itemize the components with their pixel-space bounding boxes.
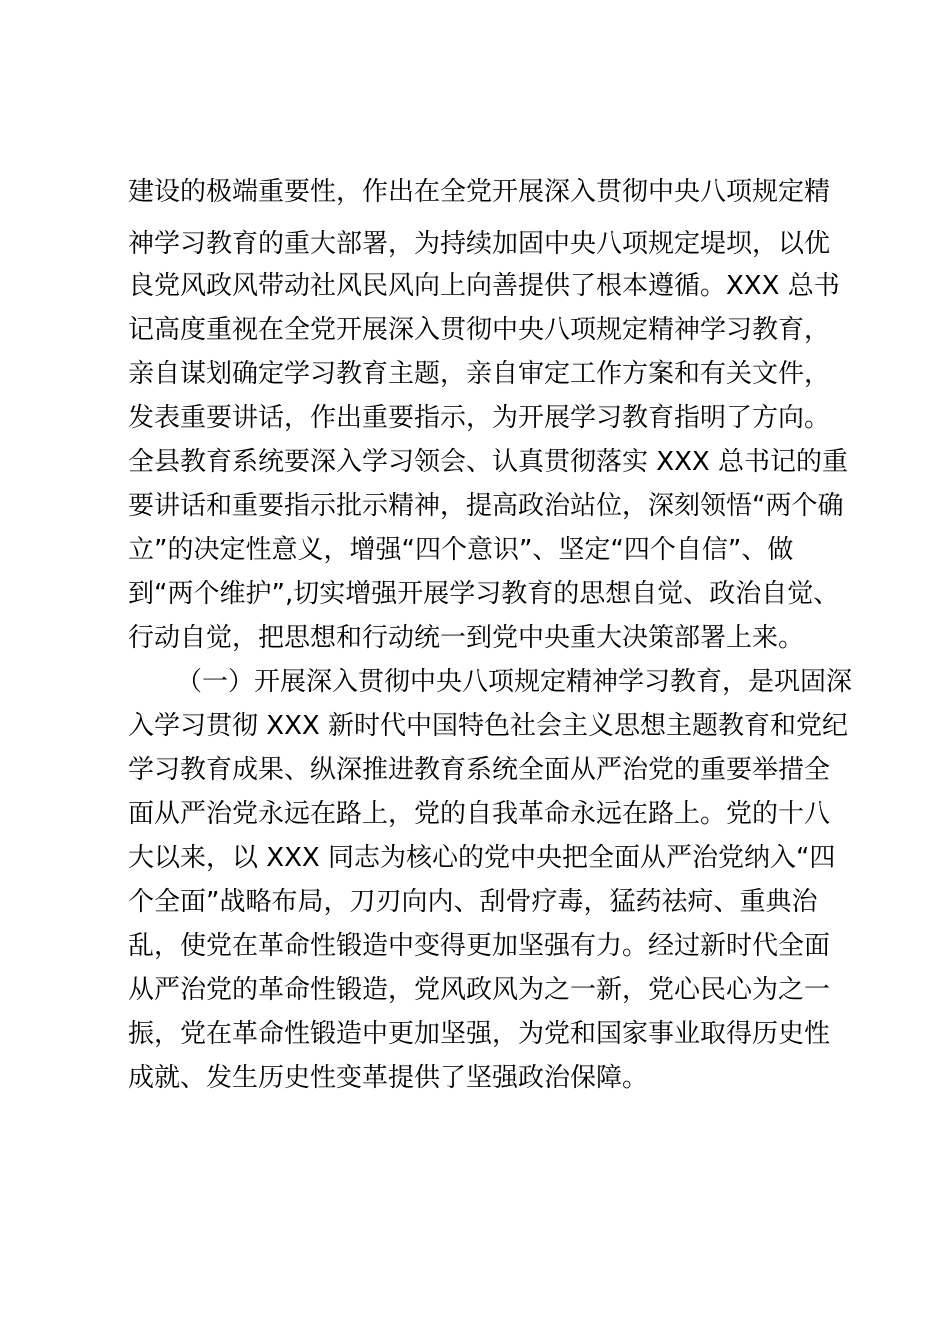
paragraph-first-line: （一）开展深入贯彻中央八项规定精神学习教育，是巩固深 [176,667,853,697]
text-line: 建设的极端重要性，作出在全党开展深入贯彻中央八项规定精 [128,177,831,207]
text-line: 立”的决定性意义，增强“四个意识”、坚定“四个自信”、做 [128,535,794,565]
text-line: 个全面”战略布局，刀刃向内、刮骨疗毒，猛药祛疴、重典治 [128,887,818,917]
text-line: 乱，使党在革命性锻造中变得更加坚强有力。经过新时代全面 [128,931,831,961]
text-line: 大以来，以 XXX 同志为核心的党中央把全面从严治党纳入“四 [128,843,836,873]
text-line: 到“两个维护”,切实增强开展学习教育的思想自觉、政治自觉、 [128,579,840,609]
text-line: 记高度重视在全党开展深入贯彻中央八项规定精神学习教育， [128,315,831,345]
text-line: 入学习贯彻 XXX 新时代中国特色社会主义思想主题教育和党纪 [128,711,848,741]
text-line: 发表重要讲话，作出重要指示，为开展学习教育指明了方向。 [128,403,831,433]
text-line: 成就、发生历史性变革提供了坚强政治保障。 [128,1063,649,1093]
text-line: 亲自谋划确定学习教育主题，亲自审定工作方案和有关文件， [128,359,831,389]
text-line: 学习教育成果、纵深推进教育系统全面从严治党的重要举措全 [128,755,831,785]
text-line: 要讲话和重要指示批示精神，提高政治站位，深刻领悟“两个确 [128,491,844,521]
text-line: 面从严治党永远在路上，党的自我革命永远在路上。党的十八 [128,799,831,829]
text-line: 行动自觉，把思想和行动统一到党中央重大决策部署上来。 [128,623,805,653]
text-line: 全县教育系统要深入学习领会、认真贯彻落实 XXX 总书记的重 [128,447,848,477]
text-line: 从严治党的革命性锻造，党风政风为之一新，党心民心为之一 [128,975,831,1005]
text-line: 神学习教育的重大部署，为持续加固中央八项规定堤坝，以优 [128,229,831,259]
text-line: 振，党在革命性锻造中更加坚强，为党和国家事业取得历史性 [128,1019,831,1049]
text-line: 良党风政风带动社风民风向上向善提供了根本遵循。XXX 总书 [128,271,840,301]
